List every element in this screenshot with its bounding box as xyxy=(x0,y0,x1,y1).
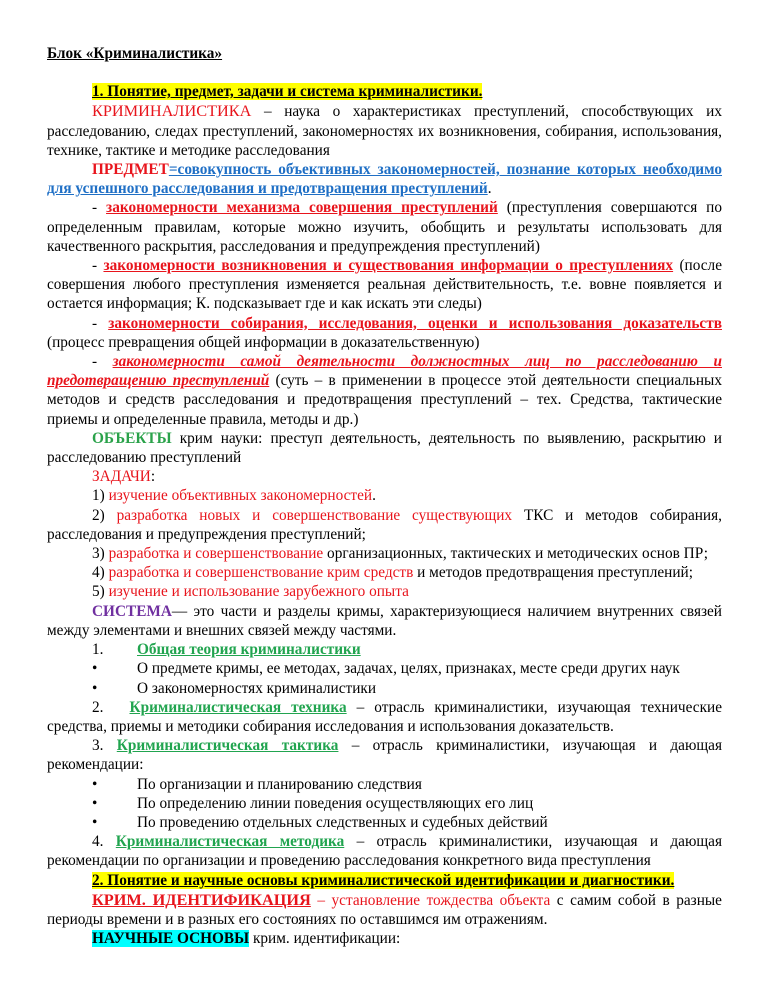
system-part-4: 4. Криминалистическая методика – отрасль криминалистики, изучающая и дающая рекомендации по организации и проведению расследования конкретного вида преступления xyxy=(47,833,722,870)
criminalistics-definition: КРИМИНАЛИСТИКА – наука о характеристиках преступлений, способствующих их расследованию, следах преступлений, закономерностях их возникновения, собирания, использования, технике, тактике и методике расследования xyxy=(47,101,722,159)
spacer xyxy=(47,63,722,82)
scientific-basis-paragraph: НАУЧНЫЕ ОСНОВЫ крим. идентификации: xyxy=(92,930,401,948)
subject-definition: ПРЕДМЕТ=совокупность объективных закономерностей, познание которых необходимо для успешного расследования и предотвращения преступлений. xyxy=(47,161,722,198)
bullet-icon: • xyxy=(92,775,98,793)
system-part-3-bullet-3: • По проведению отдельных следственных и судебных действий xyxy=(92,813,548,831)
subject-item-2: - закономерности возникновения и существования информации о преступлениях (после совершения любого преступления изменяется реальная действительность, т.е. вовне появляется и остается информация; К. подсказывает где и как искать эти следы) xyxy=(47,257,722,313)
objects-paragraph: ОБЪЕКТЫ крим науки: преступ деятельность, деятельность по выявлению, раскрытию и расследованию преступлений xyxy=(47,429,722,467)
task-5: 5) изучение и использование зарубежного опыта xyxy=(92,583,409,601)
section-1-heading: 1. Понятие, предмет, задачи и система криминалистики. xyxy=(92,83,483,101)
term-scientific-basis: НАУЧНЫЕ ОСНОВЫ xyxy=(92,930,250,948)
bullet-icon: • xyxy=(92,660,98,678)
term-criminalistics: КРИМИНАЛИСТИКА xyxy=(92,101,252,121)
bullet-icon: • xyxy=(92,813,98,831)
bullet-icon: • xyxy=(92,794,98,812)
system-part-1-bullet-1: • О предмете кримы, ее методах, задачах, целях, признаках, месте среди других наук xyxy=(92,660,680,678)
document-page xyxy=(47,44,722,948)
term-identification: КРИМ. ИДЕНТИФИКАЦИЯ xyxy=(92,889,311,909)
task-1: 1) изучение объективных закономерностей. xyxy=(92,487,376,505)
system-part-3-bullet-2: • По определению линии поведения осуществляющих его лиц xyxy=(92,794,534,812)
task-3: 3) разработка и совершенствование организационных, тактических и методических основ ПР; xyxy=(92,545,709,563)
section-2-heading: 2. Понятие и научные основы криминалистической идентификации и диагностики. xyxy=(92,871,675,889)
system-part-3: 3. Криминалистическая тактика – отрасль криминалистики, изучающая и дающая рекомендации: xyxy=(47,737,723,774)
subject-item-3: - закономерности собирания, исследования, оценки и использования доказательств (процесс превращения общей информации в доказательственную) xyxy=(47,314,722,351)
system-part-1: 1. Общая теория криминалистики xyxy=(92,641,361,659)
system-part-1-bullet-2: • О закономерностях криминалистики xyxy=(92,679,377,697)
subject-item-4: - закономерности самой деятельности должностных лиц по расследованию и предотвращению преступлений (суть – в применении в процессе этой деятельности специальных методов и средств расследования и предотвращения преступлений – тех. Средства, тактические приемы и определенные правила, методы и др.) xyxy=(47,353,722,428)
system-part-3-bullet-1: • По организации и планированию следствия xyxy=(92,775,422,793)
system-part-2: 2. Криминалистическая техника – отрасль криминалистики, изучающая технические средства, приемы и методики собирания исследования и использования доказательств. xyxy=(47,698,722,735)
system-definition: СИСТЕМА— это части и разделы кримы, характеризующиеся наличием внутренних связей между элементами и внешних связей между частями. xyxy=(47,602,722,639)
term-objects: ОБЪЕКТЫ xyxy=(92,429,172,447)
bullet-icon: • xyxy=(92,679,98,697)
subject-item-1: - закономерности механизма совершения преступлений (преступления совершаются по определенным правилам, которые можно изучить, обобщить и результаты использовать для качественного раскрытия, расследования и предупреждения преступлений) xyxy=(47,199,722,255)
task-4: 4) разработка и совершенствование крим средств и методов предотвращения преступлений; xyxy=(92,564,693,582)
document-title: Блок «Криминалистика» xyxy=(47,45,223,62)
term-subject: ПРЕДМЕТ xyxy=(92,161,169,179)
tasks-heading: ЗАДАЧИ: xyxy=(92,468,156,486)
term-system: СИСТЕМА xyxy=(92,602,172,620)
identification-definition: КРИМ. ИДЕНТИФИКАЦИЯ – установление тождества объекта с самим собой в разные периоды времени и в разных его состояниях по оставшимся им отражениям. xyxy=(47,889,722,928)
task-2: 2) разработка новых и совершенствование существующих ТКС и методов собирания, расследования и предупреждения преступлений; xyxy=(47,506,722,543)
